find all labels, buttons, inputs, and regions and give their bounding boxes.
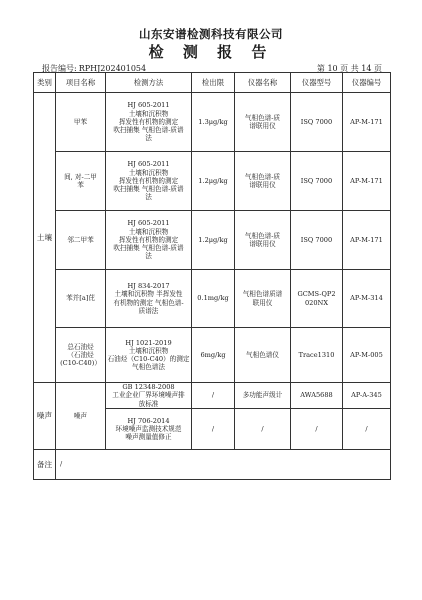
item-name: [56, 211, 106, 270]
item-name: [56, 328, 106, 383]
instrument-line: 气相色谱-质: [244, 231, 281, 240]
report-number-value: RPHJ202401054: [78, 64, 147, 73]
instrument-line: 联用仪: [252, 298, 273, 307]
limit-cell: /: [192, 409, 235, 450]
method-line: 土壤和沉积物: [128, 168, 169, 177]
table-row: [34, 328, 391, 383]
instrument-cell: [235, 328, 291, 383]
instrument-cell: [235, 409, 291, 450]
method-line: 法: [145, 252, 152, 261]
limit-cell: 1.2μg/kg: [192, 152, 235, 211]
method-line: GB 12348-2008: [122, 383, 175, 392]
method-line: 吹扫捕集 气相色谱-质谱: [113, 126, 184, 135]
model-cell: AWA5688: [291, 383, 343, 409]
method-line: 噪声测量值修正: [125, 433, 172, 442]
method-cell: [106, 409, 192, 450]
method-line: 土壤和沉积物: [128, 109, 169, 118]
model-cell: ISQ 7000: [291, 93, 343, 152]
method-cell: [106, 152, 192, 211]
limit-cell: 1.2μg/kg: [192, 211, 235, 270]
method-cell: [106, 93, 192, 152]
instrument-line: 气相色谱质谱: [242, 290, 283, 299]
instrument-cell: [235, 152, 291, 211]
remarks-value: /: [56, 450, 391, 480]
instrument-id-cell: AP-M-171: [343, 152, 391, 211]
header-instrument: 仪器名称: [235, 73, 291, 93]
method-line: HJ 834-2017: [127, 282, 170, 291]
instrument-cell: [235, 93, 291, 152]
method-line: HJ 605-2011: [127, 101, 170, 110]
instrument-line: /: [261, 424, 264, 433]
method-line: 放标准: [138, 399, 159, 408]
instrument-id-cell: AP-M-005: [343, 328, 391, 383]
remarks-label: 备注: [34, 450, 56, 480]
model-cell: ISQ 7000: [291, 152, 343, 211]
limit-cell: 6mg/kg: [192, 328, 235, 383]
item-name: [56, 152, 106, 211]
method-cell: [106, 270, 192, 328]
model-cell: /: [291, 409, 343, 450]
instrument-id-cell: AP-M-171: [343, 93, 391, 152]
method-line: 质谱法: [138, 306, 159, 315]
item-line: 甲苯: [73, 117, 88, 126]
method-line: 法: [145, 193, 152, 202]
method-line: 环境噪声监测技术规范: [115, 424, 182, 433]
table-row: [34, 383, 391, 409]
limit-cell: 1.3μg/kg: [192, 93, 235, 152]
model-line: GCMS-QP2: [297, 290, 336, 299]
model-cell: Trace1310: [291, 328, 343, 383]
model-cell: [291, 270, 343, 328]
method-line: HJ 1021-2019: [125, 338, 172, 347]
remarks-row: [34, 450, 391, 480]
item-line: (C10-C40)）: [60, 359, 101, 368]
instrument-id-cell: AP-M-171: [343, 211, 391, 270]
item-name: 噪声: [56, 383, 106, 450]
instrument-id-cell: /: [343, 409, 391, 450]
item-name: [56, 270, 106, 328]
item-line: 间, 对-二甲: [64, 172, 97, 181]
instrument-line: 谱联用仪: [249, 122, 276, 130]
company-name: 山东安谱检测科技有限公司: [139, 27, 283, 41]
instrument-cell: [235, 270, 291, 328]
table-row: [34, 152, 391, 211]
item-line: 总石油烃: [67, 342, 94, 351]
table-row: [34, 270, 391, 328]
table-row: [34, 211, 391, 270]
item-line: 苯并[a]芘: [66, 294, 95, 303]
category-noise: 噪声: [34, 383, 56, 450]
instrument-cell: [235, 211, 291, 270]
method-line: HJ 605-2011: [127, 160, 170, 169]
instrument-line: 谱联用仪: [249, 240, 276, 248]
item-line: 邻二甲苯: [67, 235, 94, 244]
instrument-id-cell: AP-A-345: [343, 383, 391, 409]
page-number: 第 10 页 共 14 页: [316, 64, 382, 73]
limit-cell: /: [192, 383, 235, 409]
header-category: 类别: [34, 73, 56, 93]
item-line: （石油烃: [67, 350, 94, 359]
instrument-line: 气相色谱-质: [244, 113, 281, 122]
method-line: 挥发性有机物的测定: [118, 235, 179, 244]
detection-table: [33, 72, 391, 480]
method-cell: [106, 211, 192, 270]
method-line: HJ 605-2011: [127, 219, 170, 228]
method-line: 土壤和沉积物 半挥发性: [114, 290, 183, 299]
method-line: 吹扫捕集 气相色谱-质谱: [113, 185, 184, 194]
item-name: [56, 93, 106, 152]
method-line: 法: [145, 134, 152, 143]
instrument-line: 多功能声级计: [242, 391, 283, 400]
header-limit: 检出限: [192, 73, 235, 93]
header-model: 仪器型号: [291, 73, 343, 93]
limit-cell: 0.1mg/kg: [192, 270, 235, 328]
method-line: 土壤和沉积物: [128, 227, 169, 236]
instrument-id-cell: AP-M-314: [343, 270, 391, 328]
instrument-line: 谱联用仪: [249, 181, 276, 189]
instrument-cell: [235, 383, 291, 409]
table-header-row: [34, 73, 391, 93]
method-cell: [106, 328, 192, 383]
method-line: 挥发性有机物的测定: [118, 176, 179, 185]
method-line: 气相色谱法: [132, 363, 165, 372]
method-line: 挥发性有机物的测定: [118, 117, 179, 126]
model-cell: ISQ 7000: [291, 211, 343, 270]
table-row: [34, 93, 391, 152]
method-line: 有机物的测定 气相色谱-: [113, 298, 184, 307]
method-line: 石油烃（C10-C40）的测定: [107, 355, 190, 363]
item-line: 苯: [77, 181, 84, 189]
method-cell: [106, 383, 192, 409]
report-title: 检 测 报 告: [148, 43, 274, 61]
instrument-line: 气相色谱-质: [244, 172, 281, 181]
instrument-line: 气相色谱仪: [246, 350, 279, 359]
model-line: 020NX: [304, 298, 329, 307]
category-soil: 土壤: [34, 93, 56, 383]
method-line: 工业企业厂界环境噪声排: [112, 391, 185, 400]
report-number-label: 报告编号:: [42, 64, 77, 73]
header-item: 项目名称: [56, 73, 106, 93]
header-id: 仪器编号: [343, 73, 391, 93]
method-line: 吹扫捕集 气相色谱-质谱: [113, 244, 184, 253]
method-line: 土壤和沉积物: [128, 346, 169, 355]
method-line: HJ 706-2014: [127, 416, 170, 425]
header-method: 检测方法: [106, 73, 192, 93]
